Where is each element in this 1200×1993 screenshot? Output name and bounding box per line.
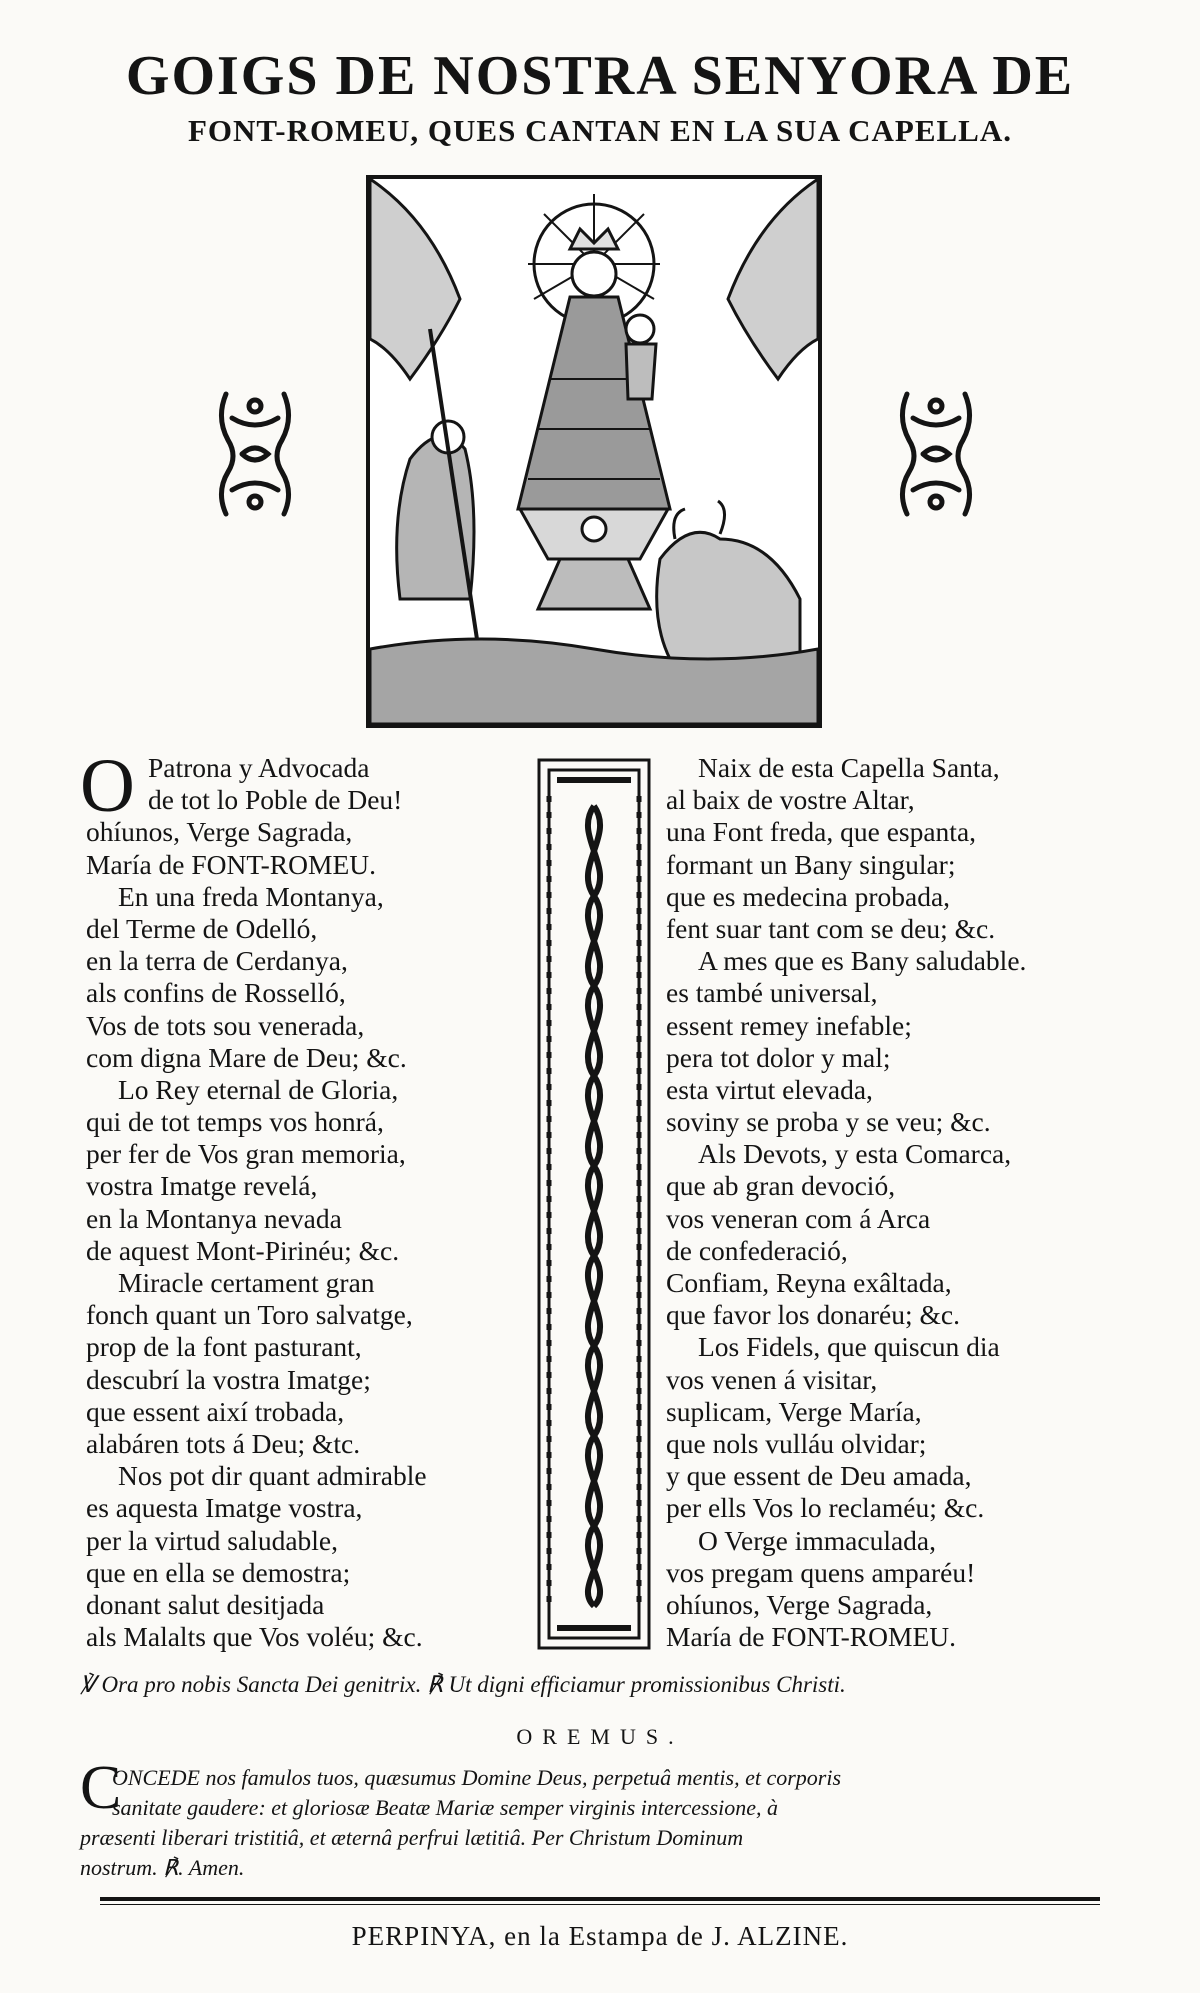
- verse-line: fonch quant un Toro salvatge,: [86, 1299, 413, 1331]
- verse-line: que favor los donaréu; &c.: [666, 1299, 961, 1331]
- verse-line: esta virtut elevada,: [666, 1073, 873, 1105]
- verse-line: al baix de vostre Altar,: [666, 784, 915, 816]
- verse-line: Los Fidels, que quiscun dia: [698, 1331, 1000, 1363]
- decorative-column-divider: [533, 756, 655, 1652]
- verse-line: descubrí la vostra Imatge;: [86, 1363, 371, 1395]
- prayer-drop-cap: C: [80, 1754, 122, 1822]
- closing-prayer: [80, 1754, 1110, 1883]
- verse-line: ohíunos, Verge Sagrada,: [86, 816, 353, 848]
- verse-line: qui de tot temps vos honrá,: [86, 1106, 384, 1138]
- verse-line: María de FONT-ROMEU.: [86, 848, 376, 880]
- verse-line: de confederació,: [666, 1234, 848, 1266]
- document-title: GOIGS DE NOSTRA SENYORA DE: [125, 45, 1075, 107]
- verse-line: Als Devots, y esta Comarca,: [698, 1138, 1012, 1170]
- verse-line: En una freda Montanya,: [118, 880, 384, 912]
- document-subtitle: FONT-ROMEU, QUES CANTAN EN LA SUA CAPELLA.: [188, 113, 1012, 148]
- verse-line: Miracle certament gran: [118, 1267, 375, 1298]
- verse-line: del Terme de Odelló,: [86, 912, 318, 944]
- verse-line: als confins de Rosselló,: [86, 977, 346, 1009]
- verse-line: María de FONT-ROMEU.: [666, 1621, 956, 1653]
- verse-line: Nos pot dir quant admirable: [118, 1460, 427, 1492]
- verse-line: de tot lo Poble de Deu!: [148, 784, 403, 816]
- verse-line: de aquest Mont-Pirinéu; &c.: [86, 1234, 400, 1266]
- verse-line: una Font freda, que espanta,: [666, 816, 977, 848]
- verse-line: per fer de Vos gran memoria,: [86, 1138, 406, 1170]
- verse-line: prop de la font pasturant,: [86, 1331, 362, 1363]
- prayer-line: præsenti liberari tristitiâ, et æternâ perfrui lætitiâ. Per Christum Dominum: [80, 1825, 744, 1850]
- verse-line: suplicam, Verge María,: [666, 1395, 922, 1427]
- verse-line: vos veneran com á Arca: [666, 1202, 931, 1234]
- verse-line: per ells Vos lo reclaméu; &c.: [666, 1492, 985, 1524]
- footer-rule: [100, 1897, 1100, 1901]
- verse-line: Confiam, Reyna exâltada,: [666, 1267, 952, 1298]
- prayer-line: nostrum. ℟. Amen.: [80, 1855, 245, 1880]
- verse-line: Naix de esta Capella Santa,: [698, 752, 1000, 783]
- verse-line: alabáren tots á Deu; &tc.: [86, 1427, 361, 1459]
- verse-line: vos pregam quens amparéu!: [666, 1556, 976, 1588]
- verse-line: fent suar tant com se deu; &c.: [666, 912, 996, 944]
- printer-imprint: PERPINYA, en la Estampa de J. ALZINE.: [351, 1921, 849, 1951]
- verse-line: com digna Mare de Deu; &c.: [86, 1041, 407, 1073]
- right-verse-column: [666, 752, 1026, 1653]
- verse-line: A mes que es Bany saludable.: [698, 945, 1027, 977]
- verse-line: Vos de tots sou venerada,: [86, 1009, 365, 1041]
- verse-line: en la terra de Cerdanya,: [86, 945, 348, 977]
- left-floral-ornament-icon: [212, 388, 298, 520]
- prayer-line: sanitate gaudere: et gloriosæ Beatæ Mariæ semper virginis intercessione, à: [112, 1795, 779, 1820]
- verse-line: pera tot dolor y mal;: [666, 1041, 891, 1073]
- verse-line: que es medecina probada,: [666, 880, 951, 912]
- verse-line: es també universal,: [666, 977, 878, 1009]
- oremus-heading: OREMUS.: [516, 1724, 684, 1749]
- verse-line: ohíunos, Verge Sagrada,: [666, 1588, 933, 1620]
- verse-line: que en ella se demostra;: [86, 1556, 351, 1588]
- verse-line: es aquesta Imatge vostra,: [86, 1492, 363, 1524]
- verse-line: vos venen á visitar,: [666, 1363, 878, 1395]
- verse-line: donant salut desitjada: [86, 1588, 325, 1620]
- versicle-response: ℣ Ora pro nobis Sancta Dei genitrix. ℟ Ut digni efficiamur promissionibus Christi.: [80, 1672, 846, 1697]
- verse-line: que essent així trobada,: [86, 1395, 345, 1427]
- verse-line: soviny se proba y se veu; &c.: [666, 1106, 991, 1138]
- verse-line: per la virtud saludable,: [86, 1524, 338, 1556]
- verse-line: que ab gran devoció,: [666, 1170, 896, 1202]
- verse-line: vostra Imatge revelá,: [86, 1170, 318, 1202]
- left-verse-column: [80, 744, 427, 1653]
- verse-line: en la Montanya nevada: [86, 1202, 342, 1234]
- footer-rule-thin: [100, 1904, 1100, 1905]
- virgin-woodcut-illustration: [366, 175, 822, 728]
- verse-line: formant un Bany singular;: [666, 848, 956, 880]
- verse-line: que nols vulláu olvidar;: [666, 1427, 927, 1459]
- drop-cap: O: [80, 744, 135, 828]
- verse-line: Lo Rey eternal de Gloria,: [118, 1073, 399, 1105]
- right-floral-ornament-icon: [893, 388, 979, 520]
- verse-line: y que essent de Deu amada,: [666, 1460, 972, 1492]
- verse-line: essent remey inefable;: [666, 1009, 912, 1041]
- verse-line: O Verge immaculada,: [698, 1524, 937, 1556]
- verse-line: Patrona y Advocada: [148, 752, 370, 783]
- verse-line: als Malalts que Vos voléu; &c.: [86, 1621, 423, 1653]
- prayer-line: ONCEDE nos famulos tuos, quæsumus Domine Deus, perpetuâ mentis, et corporis: [112, 1765, 842, 1790]
